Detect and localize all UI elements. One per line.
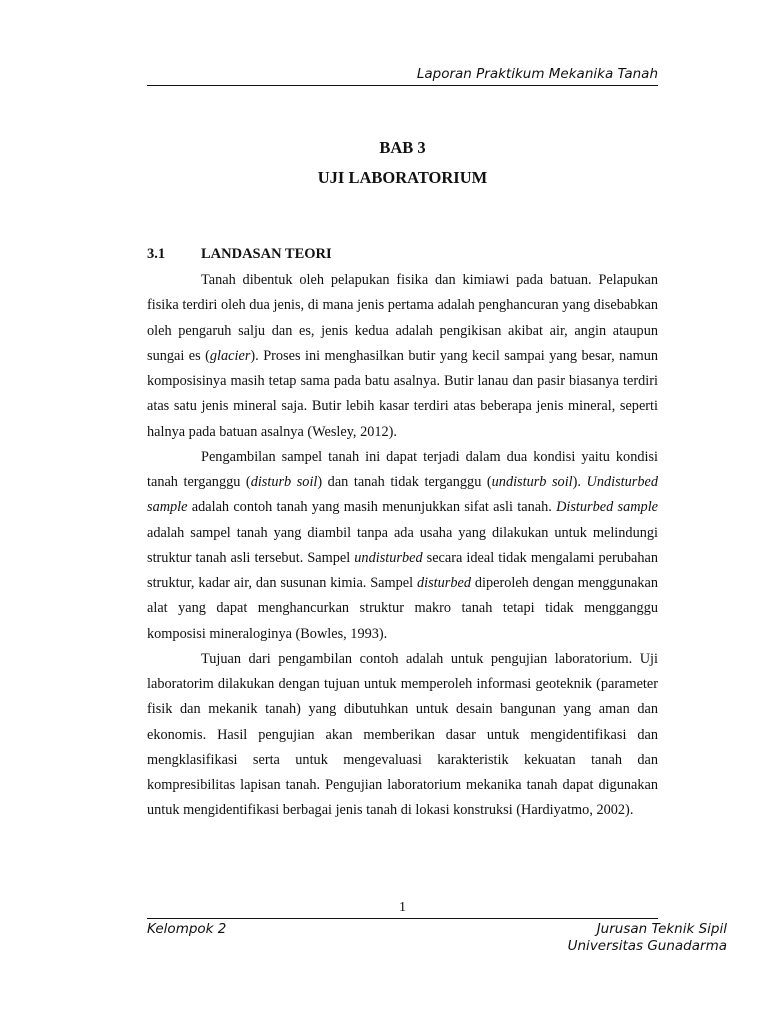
paragraph-1 [147, 268, 658, 445]
text-run: secara ideal tidak mengalami perubahan struktur, kadar air, dan susunan kimia. Sampel [147, 549, 658, 591]
paragraph-3 [147, 647, 658, 824]
text-run: Tanah dibentuk oleh pelapukan fisika dan kimiawi pada batuan. Pelapukan fisika terdiri oleh dua jenis, di mana jenis pertama adalah penghancuran yang disebabkan oleh pengaruh salju dan es, jenis kedua adalah pengikisan akibat air, angin ataupun sungai es ( [147, 272, 658, 364]
italic-term: Undisturbed sample [147, 474, 659, 516]
text-run: diperoleh dengan menggunakan alat yang dapat menghancurkan struktur makro tanah tetapi tidak mengganggu komposisi mineraloginya (Bowles, 1993). [147, 575, 658, 642]
italic-term: undisturb soil [491, 474, 573, 490]
body-text [147, 268, 658, 824]
text-run: ). [572, 474, 587, 490]
text-run: Pengambilan sampel tanah ini dapat terjadi dalam dua kondisi yaitu kondisi tanah terganggu ( [147, 448, 658, 490]
italic-term: Disturbed sample [556, 499, 659, 516]
italic-term: glacier [209, 347, 251, 364]
page-number: 1 [399, 900, 406, 915]
text-run: ). Proses ini menghasilkan butir yang kecil sampai yang besar, namun komposisinya masih tetap sama pada batu asalnya. Butir lanau dan pasir biasanya terdiri atas satu jenis mineral saja. Butir lebih kasar terdiri atas beberapa jenis mineral, seperti halnya pada batuan asalnya (Wesley, 2012). [147, 347, 658, 440]
section-number: 3.1 [147, 246, 166, 262]
italic-term: disturb soil [250, 474, 318, 490]
paragraph-2 [147, 445, 658, 647]
chapter-title: UJI LABORATORIUM [317, 168, 488, 187]
text-run: adalah sampel tanah yang diambil tanpa ada usaha yang dilakukan untuk melindungi struktur tanah asli tersebut. Sampel [147, 524, 658, 566]
italic-term: undisturbed [354, 549, 423, 566]
footer-department: Jurusan Teknik Sipil [596, 921, 727, 937]
footer-institution [568, 921, 727, 955]
text-run: Tujuan dari pengambilan contoh adalah untuk pengujian laboratorium. Uji laboratorim dilakukan dengan tujuan untuk memperoleh informasi geoteknik (parameter fisik dan mekanik tanah) yang dibutuhkan untuk desain bangunan yang aman dan ekonomis. Hasil pengujian akan memberikan dasar untuk mengidentifikasi dan mengklasifikasi serta untuk mengevaluasi karakteristik kekuatan tanah dan kompresibilitas lapisan tanah. Pengujian laboratorium mekanika tanah dapat digunakan untuk mengidentifikasi berbagai jenis tanah di lokasi konstruksi (Hardiyatmo, 2002). [147, 650, 658, 819]
footer-group: Kelompok 2 [147, 921, 227, 937]
running-header: Laporan Praktikum Mekanika Tanah [147, 66, 658, 86]
footer-divider [147, 918, 658, 919]
chapter-number: BAB 3 [379, 138, 426, 157]
italic-term: disturbed [416, 575, 471, 591]
footer-university: Universitas Gunadarma [567, 938, 727, 954]
section-heading [147, 246, 658, 263]
text-run: adalah contoh tanah yang masih menunjukkan sifat asli tanah. [187, 499, 557, 516]
text-run: ) dan tanah tidak terganggu ( [317, 474, 492, 490]
section-title: LANDASAN TEORI [201, 246, 332, 262]
